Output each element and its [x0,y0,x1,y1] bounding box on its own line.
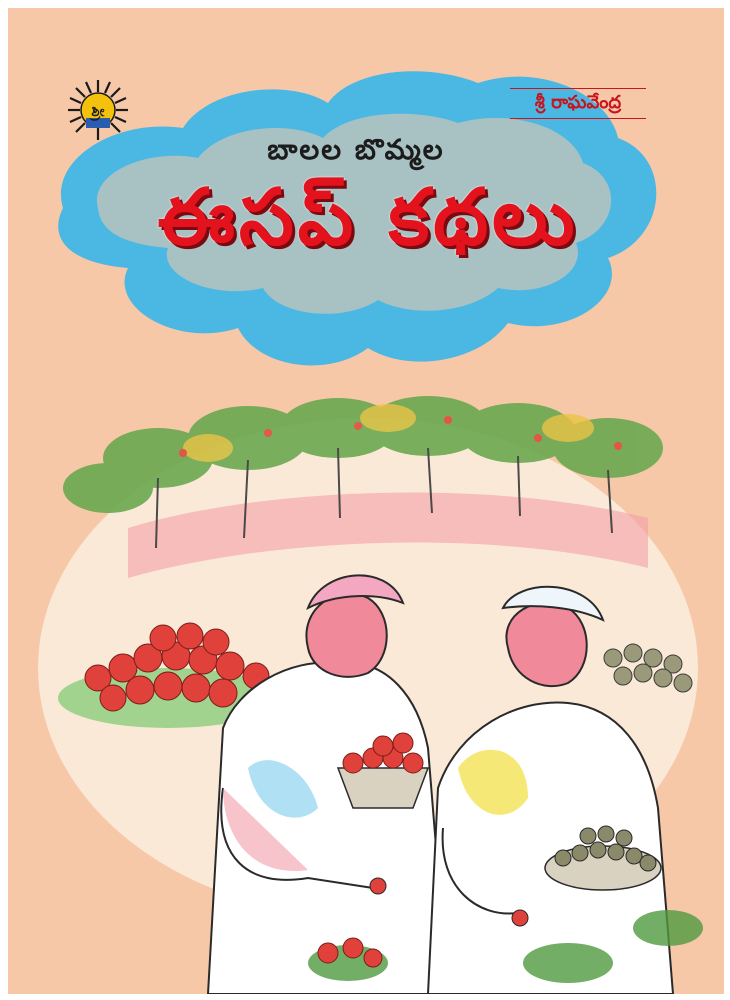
author-name: శ్రీ రాఘవేంద్ర [534,92,622,113]
svg-text:ಶ್ರೀ: ಶ್ರೀ [91,102,105,120]
farmers-orchard-illustration [8,8,724,994]
book-subtitle: బాలల బొమ్మల [267,133,445,166]
book-cover [8,8,724,994]
book-title: ఈసప్ కథలు [157,173,579,263]
